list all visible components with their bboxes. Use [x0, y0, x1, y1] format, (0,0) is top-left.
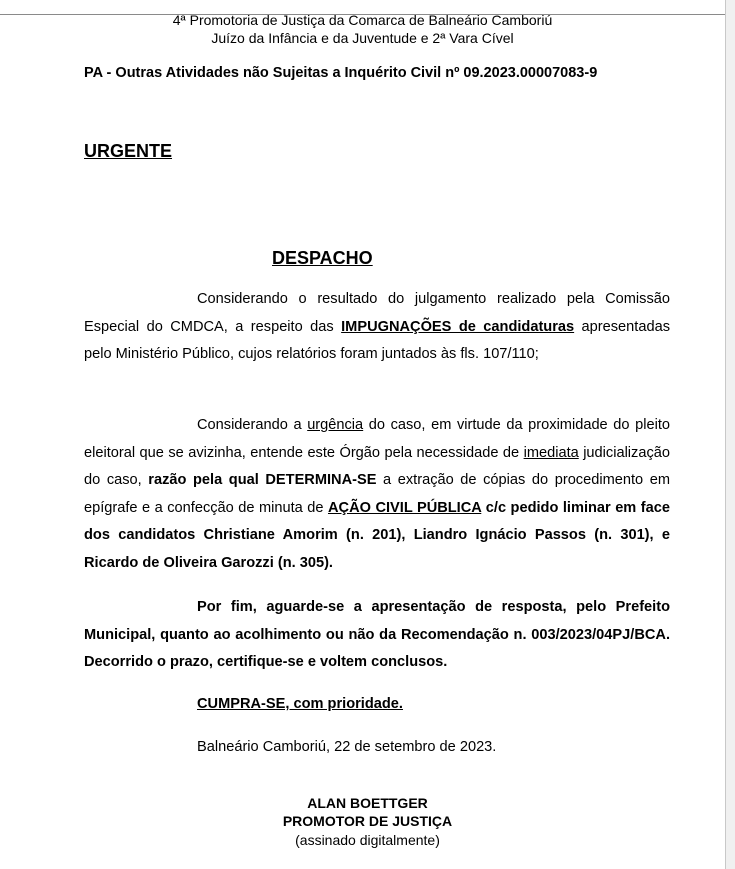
paragraph-3: [84, 594, 670, 677]
header-line-1: 4ª Promotoria de Justiça da Comarca de Balneário Camboriú: [172, 12, 553, 28]
paragraph-2-urgencia: urgência: [307, 417, 364, 433]
paragraph-2-determina: razão pela qual DETERMINA-SE: [148, 472, 377, 488]
cumpra-se-line: CUMPRA-SE, com prioridade.: [197, 696, 403, 712]
signature-role: PROMOTOR DE JUSTIÇA: [282, 813, 453, 829]
paragraph-2-text-b: do caso, em virtude da proximidade do pleito eleitoral que se avizinha, entende este Órgão pela necessidade de: [84, 417, 670, 461]
paragraph-1-text-b: apresentadas pelo Ministério Público, cujos relatórios foram juntados às fls. 107/110;: [84, 318, 670, 362]
signature-note: (assinado digitalmente): [295, 832, 440, 848]
paragraph-2-text-c: judicialização do caso,: [84, 444, 670, 488]
signature-name: ALAN BOETTGER: [307, 795, 428, 811]
header-line-2: Juízo da Infância e da Juventude e 2ª Vara Cível: [211, 30, 514, 46]
paragraph-2-text-a: Considerando a: [197, 417, 308, 433]
paragraph-2-imediata: imediata: [523, 444, 579, 461]
paragraph-1-text-a: Considerando o resultado do julgamento realizado pela Comissão Especial do CMDCA, a respeito das: [84, 291, 670, 335]
place-date: Balneário Camboriú, 22 de setembro de 2023.: [197, 739, 497, 755]
document-title: DESPACHO: [272, 248, 373, 268]
paragraph-3-text: Por fim, aguarde-se a apresentação de resposta, pelo Prefeito Municipal, quanto ao acolhimento ou não da Recomendação n. 003/2023/04PJ/BCA. Decorrido o prazo, certifique-se e voltem conclusos.: [84, 599, 670, 670]
paragraph-2-text-e: c/c pedido liminar em face dos candidatos Christiane Amorim (n. 201), Liandro Ignácio Passos (n. 301), e Ricardo de Oliveira Garozzi (n. 305).: [84, 499, 670, 571]
paragraph-2: [84, 412, 670, 577]
procedure-title: PA - Outras Atividades não Sujeitas a Inquérito Civil nº 09.2023.00007083-9: [84, 65, 598, 81]
paragraph-1: [84, 286, 670, 369]
paragraph-1-emphasis: IMPUGNAÇÕES de candidaturas: [341, 318, 575, 335]
paragraph-2-text-d: a extração de cópias do procedimento em epígrafe e a confecção de minuta de: [84, 472, 670, 516]
paragraph-2-acao-civil: AÇÃO CIVIL PÚBLICA: [327, 499, 482, 516]
urgent-label: URGENTE: [84, 141, 173, 161]
